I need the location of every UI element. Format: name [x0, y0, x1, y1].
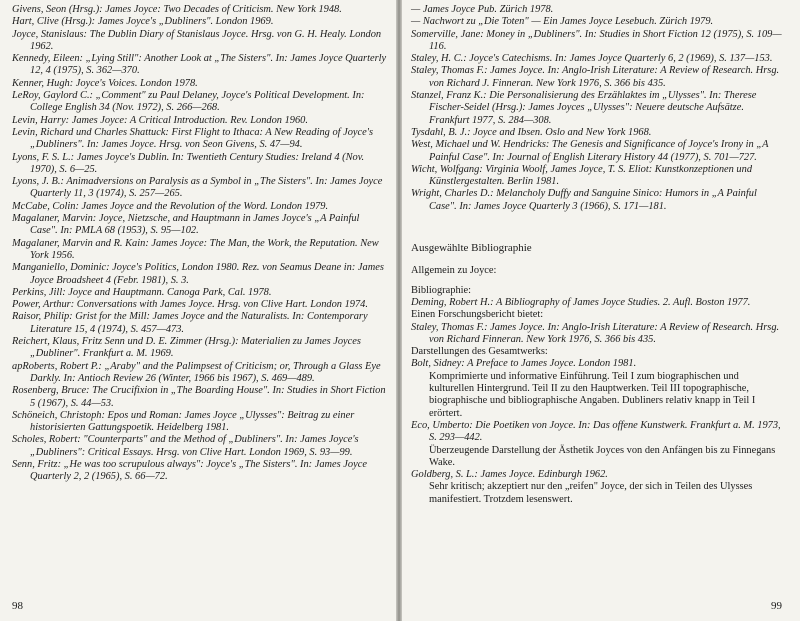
bibliography-entry: Raisor, Philip: Grist for the Mill: James Joyce and the Naturalists. In: Contemporary Literature 15, 4 (1974), S. 457—473. — [12, 311, 368, 335]
entry-staley-repeat: Staley, Thomas F.: James Joyce. In: Anglo-Irish Literature: A Review of Research. Hrsg. von Richard Finneran. New York 1976, S. 366 bis 435. — [411, 321, 780, 345]
bibliography-entry: apRoberts, Robert P.: „Araby" and the Palimpsest of Criticism; or, Through a Glass Eye Darkly. In: Antioch Review 26 (Winter, 1966 bis 1967), S. 469—489. — [12, 360, 381, 384]
page-number-right: 99 — [771, 599, 782, 612]
annotation-bolt: Komprimierte und informative Einführung. Teil I zum biographischen und kulturellen Hintergrund. Teil II zu den Hauptwerken. Teil III topographische, biographische und bibliographische Angaben. Dubliners relativ knapp in Teil I erörtert. — [429, 370, 756, 419]
entry-bolt: Bolt, Sidney: A Preface to James Joyce. London 1981. — [411, 358, 637, 370]
bibliography-entry: Schöneich, Christoph: Epos und Roman: James Joyce „Ulysses": Beitrag zu einer historisierten Gattungspoetik. Heidelberg 1981. — [12, 409, 355, 434]
bibliography-entry: Kenner, Hugh: Joyce's Voices. London 1978. — [12, 77, 198, 89]
page-number-left: 98 — [12, 599, 23, 612]
entry-goldberg: Goldberg, S. L.: James Joyce. Edinburgh 1962. — [411, 469, 608, 481]
bibliography-entry: Tysdahl, B. J.: Joyce and Ibsen. Oslo and New York 1968. — [411, 126, 652, 138]
bibliography-entry: Staley, Thomas F.: James Joyce. In: Anglo-Irish Literature: A Review of Research. Hrsg. von Richard J. Finneran. New York 1976, S. 366 bis 435. — [411, 65, 780, 89]
bibliography-entry: Power, Arthur: Conversations with James Joyce. Hrsg. von Clive Hart. London 1974. — [12, 299, 368, 311]
bibliography-entry: Reichert, Klaus, Fritz Senn und D. E. Zimmer (Hrsg.): Materialien zu James Joyces „Dubliner". Frankfurt a. M. 1969. — [12, 336, 361, 360]
bibliography-entry: Perkins, Jill: Joyce and Hauptmann. Canoga Park, Cal. 1978. — [12, 286, 272, 298]
bibliography-entry: Wicht, Wolfgang: Virginia Woolf, James Joyce, T. S. Eliot: Kunstkonzeptionen und Künstlergestalten. Berlin 1981. — [411, 163, 753, 188]
book-gutter — [396, 0, 402, 621]
entry-eco: Eco, Umberto: Die Poetiken von Joyce. In: Das offene Kunstwerk. Frankfurt a. M. 1973, S. 293—442. — [411, 419, 781, 444]
label-darstellungen: Darstellungen des Gesamtwerks: — [411, 346, 548, 358]
bibliography-entry: Magalaner, Marvin and R. Kain: James Joyce: The Man, the Work, the Reputation. New York 1956. — [12, 237, 379, 261]
bibliography-entry: Manganiello, Dominic: Joyce's Politics, London 1980. Rez. von Seamus Deane in: James Joyce Broadsheet 4 (Febr. 1981), S. 3. — [12, 262, 384, 286]
bibliography-entry: Hart, Clive (Hrsg.): James Joyce's „Dubliners". London 1969. — [12, 16, 274, 28]
bibliography-entry: — James Joyce Pub. Zürich 1978. — [411, 4, 554, 15]
bibliography-entry: Givens, Seon (Hrsg.): James Joyce: Two Decades of Criticism. New York 1948. — [12, 4, 342, 15]
section-heading: Ausgewählte Bibliographie — [411, 242, 532, 255]
right-page — [400, 0, 800, 621]
bibliography-entry: Wright, Charles D.: Melancholy Duffy and Sanguine Sinico: Humors in „A Painful Case". In: James Joyce Quarterly 3 (1966), S. 171—181. — [411, 188, 757, 212]
bibliography-entry: Scholes, Robert: "Counterparts" and the Method of „Dubliners". In: James Joyce's „Dubliners": Critical Essays. Hrsg. von Clive Hart. London 1969, S. 93—99. — [12, 434, 359, 458]
annotation-goldberg: Sehr kritisch; akzeptiert nur den „reifen" Joyce, der sich in Teilen des Ulysses manifestiert. Trotzdem lesenswert. — [429, 481, 753, 505]
bibliography-entry: LeRoy, Gaylord C.: „Comment" zu Paul Delaney, Joyce's Political Development. In: College English 34 (Nov. 1972), S. 266—268. — [12, 90, 365, 114]
bibliography-entry: Somerville, Jane: Money in „Dubliners". In: Studies in Short Fiction 12 (1975), S. 109—116. — [411, 28, 782, 52]
bibliography-entry: Magalaner, Marvin: Joyce, Nietzsche, and Hauptmann in James Joyce's „A Painful Case". In: PMLA 68 (1953), S. 95—102. — [12, 213, 360, 237]
label-bibliographie: Bibliographie: — [411, 284, 472, 296]
bibliography-entry: Stanzel, Franz K.: Die Personalisierung des Erzählaktes im „Ulysses". In: Therese Fischer-Seidel (Hrsg.): James Joyces „Ulysses": Neuere deutsche Aufsätze. Frankfurt 1977, S. 284—308. — [411, 90, 757, 126]
label-forschungsbericht: Einen Forschungsbericht bietet: — [411, 309, 544, 321]
bibliography-list-left — [12, 4, 388, 484]
bibliography-entry: — Nachwort zu „Die Toten" — Ein James Joyce Lesebuch. Zürich 1979. — [411, 16, 714, 28]
left-page — [0, 0, 398, 621]
annotation-eco: Überzeugende Darstellung der Ästhetik Joyces von den Anfängen bis zu Finnegans Wake. — [429, 444, 776, 468]
bibliography-entry: Staley, H. C.: Joyce's Catechisms. In: James Joyce Quarterly 6, 2 (1969), S. 137—153. — [411, 53, 773, 65]
bibliography-entry: West, Michael und W. Hendricks: The Genesis and Significance of Joyce's Irony in „A Painful Case". In: Journal of English Literary History 44 (1977), S. 701—727. — [411, 139, 769, 163]
bibliography-entry: Lyons, J. B.: Animadversions on Paralysis as a Symbol in „The Sisters". In: James Joyce Quarterly 11, 3 (1974), S. 257—265. — [12, 176, 383, 200]
entry-deming: Deming, Robert H.: A Bibliography of James Joyce Studies. 2. Aufl. Boston 1977. — [411, 296, 751, 308]
bibliography-entry: Rosenberg, Bruce: The Crucifixion in „The Boarding House". In: Studies in Short Fiction 5 (1967), S. 44—53. — [12, 385, 386, 409]
bibliography-list-right — [411, 4, 786, 213]
bibliography-entry: McCabe, Colin: James Joyce and the Revolution of the Word. London 1979. — [12, 200, 329, 212]
bibliography-entry: Levin, Richard und Charles Shattuck: First Flight to Ithaca: A New Reading of Joyce's „Dubliners". In: James Joyce. Hrsg. von Seon Givens, S. 47—94. — [12, 126, 374, 151]
bibliography-entry: Senn, Fritz: „He was too scrupulous always": Joyce's „The Sisters". In: James Joyce Quarterly 2, 2 (1965), S. 66—72. — [12, 458, 367, 483]
bibliography-entry: Levin, Harry: James Joyce: A Critical Introduction. Rev. London 1960. — [12, 114, 308, 126]
subheading-allgemein: Allgemein zu Joyce: — [411, 265, 497, 277]
bibliography-entry: Joyce, Stanislaus: The Dublin Diary of Stanislaus Joyce. Hrsg. von G. H. Healy. London 1962. — [12, 28, 382, 52]
bibliography-entry: Kennedy, Eileen: „Lying Still": Another Look at „The Sisters". In: James Joyce Quarterly 12, 4 (1975), S. 362—370. — [12, 53, 387, 77]
bibliography-entry: Lyons, F. S. L.: James Joyce's Dublin. In: Twentieth Century Studies: Ireland 4 (Nov. 1970), S. 6—25. — [12, 151, 365, 175]
